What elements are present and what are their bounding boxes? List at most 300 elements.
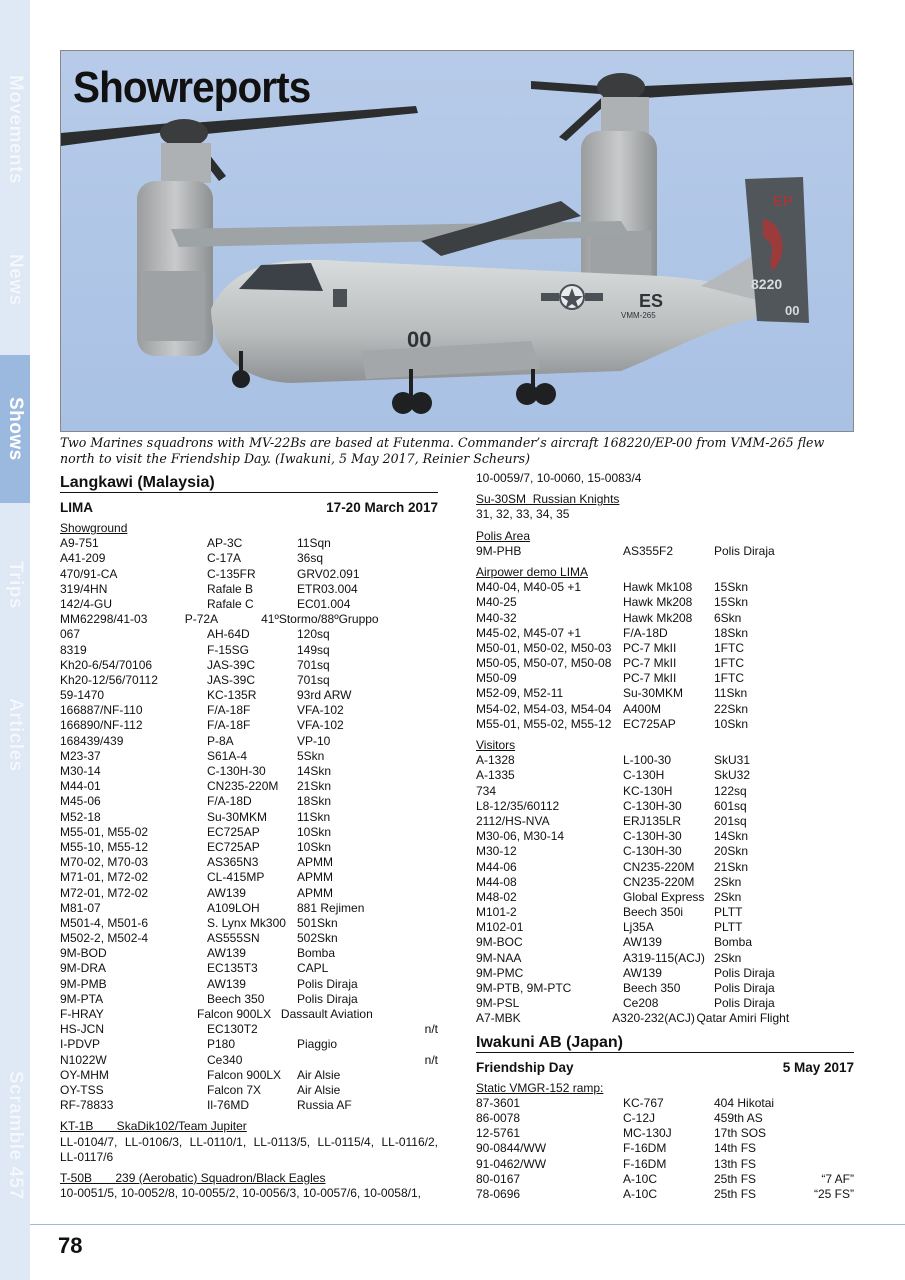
- type-cell: F-16DM: [623, 1141, 667, 1156]
- registration-cell: Kh20-6/54/70106: [60, 657, 153, 672]
- type-cell: A-10C: [623, 1171, 658, 1186]
- unit-cell: Air Alsie: [297, 1067, 341, 1082]
- page-title: Showreports: [73, 63, 311, 112]
- note-cell: [789, 1011, 854, 1026]
- registration-cell: M102-01: [476, 920, 524, 935]
- list-item: [60, 703, 438, 718]
- unit-cell: PLTT: [714, 920, 743, 935]
- list-item: [60, 1083, 438, 1098]
- list-item: [60, 597, 438, 612]
- note-cell: [368, 749, 438, 764]
- unit-cell: 21Skn: [714, 859, 749, 874]
- tab-movements[interactable]: [0, 60, 30, 200]
- static-list: [476, 1096, 854, 1202]
- registration-cell: M71-01, M72-02: [60, 870, 149, 885]
- tab-label: Shows: [5, 397, 26, 461]
- event-line-lima: [60, 497, 438, 519]
- registration-cell: A41-209: [60, 551, 106, 566]
- list-item: [476, 951, 854, 966]
- type-cell: JAS-39C: [207, 657, 256, 672]
- type-cell: Rafale C: [207, 596, 254, 611]
- type-cell: P180: [207, 1037, 236, 1052]
- subheading-su30: Su-30SM Russian Knights: [476, 492, 620, 507]
- list-item: [476, 981, 854, 996]
- registration-cell: M50-01, M50-02, M50-03: [476, 640, 612, 655]
- type-cell: CL-415MP: [207, 870, 265, 885]
- type-cell: EC135T3: [207, 961, 258, 976]
- registration-cell: A-1328: [476, 753, 515, 768]
- type-cell: Hawk Mk208: [623, 595, 693, 610]
- type-cell: JAS-39C: [207, 672, 256, 687]
- note-cell: [368, 658, 438, 673]
- type-cell: CN235-220M: [623, 859, 695, 874]
- list-item: [60, 734, 438, 749]
- note-cell: [368, 643, 438, 658]
- page-number: 78: [58, 1233, 83, 1258]
- list-item: [476, 702, 854, 717]
- event-date: 17-20 March 2017: [326, 500, 438, 515]
- unit-cell: 120sq: [297, 627, 330, 642]
- visitors-list: [476, 753, 854, 1026]
- type-cell: ERJ135LR: [623, 813, 682, 828]
- type-cell: C-17A: [207, 551, 242, 566]
- type-cell: Su-30MKM: [623, 686, 684, 701]
- type-cell: F/A-18F: [207, 703, 251, 718]
- type-cell: AW139: [623, 965, 662, 980]
- list-item: [476, 844, 854, 859]
- list-item: [476, 1111, 854, 1126]
- registration-cell: N1022W: [60, 1052, 107, 1067]
- note-cell: [368, 977, 438, 992]
- unit-cell: 201sq: [714, 813, 747, 828]
- list-item: [476, 875, 854, 890]
- registration-cell: 9M-PMC: [476, 965, 524, 980]
- registration-cell: 9M-BOD: [60, 946, 107, 961]
- registration-cell: M40-04, M40-05 +1: [476, 580, 582, 595]
- unit-cell: 10Skn: [297, 839, 332, 854]
- registration-cell: 59-1470: [60, 688, 105, 703]
- unit-cell: 2Skn: [714, 889, 742, 904]
- note-cell: [368, 673, 438, 688]
- unit-cell: 11Sqn: [297, 536, 331, 551]
- type-cell: Su-30MKM: [207, 809, 268, 824]
- type-cell: F/A-18D: [623, 625, 668, 640]
- unit-cell: 18Skn: [297, 794, 332, 809]
- note-cell: [784, 860, 854, 875]
- unit-cell: ETR03.004: [297, 581, 358, 596]
- list-item: [60, 643, 438, 658]
- registration-cell: 78-0696: [476, 1186, 521, 1201]
- note-cell: [784, 784, 854, 799]
- registration-cell: M23-37: [60, 748, 101, 763]
- type-cell: A109LOH: [207, 900, 260, 915]
- type-cell: C-130H-30: [623, 829, 682, 844]
- registration-cell: M501-4, M501-6: [60, 915, 149, 930]
- note-cell: [784, 702, 854, 717]
- unit-cell: 25th FS: [714, 1171, 757, 1186]
- note-cell: [368, 1037, 438, 1052]
- note-cell: [368, 597, 438, 612]
- note-cell: [379, 612, 438, 627]
- unit-cell: 41ºStormo/88ºGruppo: [261, 612, 379, 627]
- registration-cell: M101-2: [476, 905, 517, 920]
- list-item: [60, 931, 438, 946]
- note-cell: [373, 1007, 438, 1022]
- registration-cell: OY-MHM: [60, 1067, 109, 1082]
- registration-cell: 86-0078: [476, 1110, 521, 1125]
- type-cell: P-72A: [184, 612, 219, 627]
- registration-cell: M55-01, M55-02: [60, 824, 149, 839]
- unit-cell: 501Skn: [297, 915, 338, 930]
- type-cell: Falcon 900LX: [207, 1067, 282, 1082]
- section-heading-langkawi: Langkawi (Malaysia): [60, 473, 438, 493]
- note-cell: [368, 946, 438, 961]
- note-cell: [368, 551, 438, 566]
- list-item: [60, 582, 438, 597]
- type-cell: C-130H-30: [207, 764, 266, 778]
- registration-cell: M52-18: [60, 809, 101, 824]
- list-item: [476, 753, 854, 768]
- type-cell: Beech 350: [623, 981, 681, 996]
- unit-cell: Polis Diraja: [714, 543, 775, 558]
- unit-cell: 13th FS: [714, 1156, 757, 1171]
- registration-cell: M72-01, M72-02: [60, 885, 149, 900]
- subheading-showground: Showground: [60, 521, 128, 535]
- type-cell: AP-3C: [207, 536, 243, 551]
- tab-label: News: [5, 254, 26, 306]
- unit-cell: 14Skn: [297, 764, 332, 778]
- unit-cell: 93rd ARW: [297, 688, 352, 703]
- type-cell: AW139: [207, 976, 246, 991]
- note-cell: [784, 1111, 854, 1126]
- list-item: [476, 1187, 854, 1202]
- note-cell: [784, 686, 854, 701]
- unit-cell: 502Skn: [297, 931, 338, 946]
- registration-cell: 2112/HS-NVA: [476, 813, 550, 828]
- registration-cell: HS-JCN: [60, 1022, 104, 1037]
- unit-cell: 11Skn: [714, 686, 748, 701]
- note-cell: [368, 886, 438, 901]
- type-cell: Hawk Mk108: [623, 580, 693, 595]
- unit-cell: CAPL: [297, 961, 329, 976]
- list-item: [60, 779, 438, 794]
- registration-cell: M40-25: [476, 595, 517, 610]
- list-item: [60, 961, 438, 976]
- list-item: [60, 992, 438, 1007]
- type-cell: CN235-220M: [623, 874, 695, 889]
- registration-cell: A-1335: [476, 768, 515, 783]
- tab-scramble-issue[interactable]: [0, 1060, 30, 1210]
- unit-cell: 701sq: [297, 657, 330, 672]
- list-item: [60, 658, 438, 673]
- registration-cell: 166890/NF-112: [60, 718, 143, 733]
- section-heading-iwakuni: Iwakuni AB (Japan): [476, 1033, 854, 1053]
- note-cell: [368, 916, 438, 931]
- registration-cell: 9M-NAA: [476, 950, 522, 965]
- type-cell: S61A-4: [207, 748, 248, 763]
- note-cell: [784, 875, 854, 890]
- unit-cell: Dassault Aviation: [280, 1007, 373, 1021]
- registration-cell: 470/91-CA: [60, 566, 118, 581]
- type-cell: A400M: [623, 701, 662, 716]
- type-cell: Global Express: [623, 889, 705, 904]
- list-item: [476, 641, 854, 656]
- registration-cell: 80-0167: [476, 1171, 521, 1186]
- note-cell: [784, 1157, 854, 1172]
- type-cell: CN235-220M: [207, 779, 279, 794]
- left-column: [60, 473, 438, 1201]
- unit-cell: 17th SOS: [714, 1126, 767, 1141]
- note-cell: [784, 814, 854, 829]
- list-item: [476, 1011, 854, 1026]
- note-cell: [368, 688, 438, 703]
- unit-cell: 1FTC: [714, 640, 744, 655]
- footer-divider: [30, 1224, 905, 1225]
- list-item: [476, 1126, 854, 1141]
- unit-cell: 11Skn: [297, 809, 331, 824]
- note-cell: [784, 753, 854, 768]
- registration-cell: 9M-BOC: [476, 935, 523, 950]
- registration-cell: L8-12/35/60112: [476, 798, 560, 813]
- note-cell: [368, 992, 438, 1007]
- unit-cell: 459th AS: [714, 1110, 763, 1125]
- list-item: [60, 977, 438, 992]
- type-cell: Rafale B: [207, 581, 254, 596]
- list-item: [60, 749, 438, 764]
- unit-cell: 21Skn: [297, 779, 332, 794]
- type-cell: A-10C: [623, 1186, 658, 1201]
- unit-cell: GRV02.091: [297, 566, 360, 581]
- unit-cell: APMM: [297, 870, 333, 885]
- unit-cell: 149sq: [297, 642, 330, 657]
- registration-cell: M44-01: [60, 779, 101, 794]
- note-cell: [368, 703, 438, 718]
- note-cell: “7 AF”: [821, 1171, 854, 1186]
- polis-list: [476, 544, 854, 559]
- type-cell: Falcon 900LX: [197, 1007, 272, 1021]
- note-cell: [368, 779, 438, 794]
- type-cell: EC725AP: [207, 839, 260, 854]
- note-cell: [368, 901, 438, 916]
- tail-code-text: EP: [773, 193, 794, 210]
- list-item: [60, 794, 438, 809]
- list-item: [60, 840, 438, 855]
- note-cell: [368, 855, 438, 870]
- note-cell: [784, 996, 854, 1011]
- list-item: [60, 1053, 438, 1068]
- unit-cell: Polis Diraja: [714, 981, 775, 996]
- list-item: [476, 580, 854, 595]
- registration-cell: OY-TSS: [60, 1082, 104, 1097]
- list-item: [476, 905, 854, 920]
- registration-cell: 168439/439: [60, 733, 124, 748]
- type-cell: Hawk Mk208: [623, 610, 693, 625]
- note-cell: [368, 810, 438, 825]
- list-item: [60, 886, 438, 901]
- list-item: [476, 611, 854, 626]
- note-cell: [368, 582, 438, 597]
- list-item: [476, 768, 854, 783]
- list-item: [476, 595, 854, 610]
- note-cell: [368, 536, 438, 551]
- unit-cell: Bomba: [714, 935, 753, 950]
- unit-cell: 15Skn: [714, 595, 749, 610]
- squadron-text: VMM-265: [621, 311, 656, 320]
- note-cell: [368, 870, 438, 885]
- type-cell: Lj35A: [623, 920, 654, 935]
- note-cell: [784, 951, 854, 966]
- registration-cell: 734: [476, 783, 497, 798]
- tab-label: Articles: [5, 698, 26, 772]
- note-cell: [784, 1126, 854, 1141]
- registration-cell: 9M-PMB: [60, 976, 107, 991]
- event-line-friendship-day: [476, 1057, 854, 1079]
- note-cell: [784, 1141, 854, 1156]
- type-cell: KC-130H: [623, 783, 673, 798]
- type-cell: AS365N3: [207, 855, 259, 870]
- type-cell: C-130H: [623, 768, 665, 783]
- tab-shows[interactable]: [0, 355, 30, 503]
- event-name: Friendship Day: [476, 1059, 574, 1075]
- unit-cell: Polis Diraja: [714, 996, 775, 1011]
- unit-cell: 701sq: [297, 672, 330, 687]
- unit-cell: APMM: [297, 885, 333, 900]
- unit-cell: 15Skn: [714, 580, 749, 595]
- list-item: [476, 1172, 854, 1187]
- unit-cell: 36sq: [297, 551, 324, 566]
- airpower-list: [476, 580, 854, 732]
- registration-cell: M52-09, M52-11: [476, 686, 564, 701]
- registration-cell: M40-32: [476, 610, 517, 625]
- list-item: [60, 673, 438, 688]
- note-cell: [368, 718, 438, 733]
- subheading-visitors: Visitors: [476, 738, 516, 753]
- tab-label: Scramble 457: [5, 1070, 26, 1200]
- registration-cell: 9M-DRA: [60, 961, 107, 976]
- list-item: [476, 890, 854, 905]
- unit-cell: EC01.004: [297, 596, 351, 611]
- tab-trips[interactable]: [0, 545, 30, 625]
- note-cell: [368, 734, 438, 749]
- note-cell: [368, 961, 438, 976]
- showground-list: [60, 536, 438, 1113]
- note-cell: [368, 840, 438, 855]
- list-item: [60, 536, 438, 551]
- list-item: [476, 1141, 854, 1156]
- unit-cell: 14Skn: [714, 829, 749, 844]
- type-cell: KC-135R: [207, 688, 257, 703]
- list-item: [60, 627, 438, 642]
- t50b-serials: 10-0051/5, 10-0052/8, 10-0055/2, 10-0056/3, 10-0057/6, 10-0058/1,: [60, 1186, 421, 1201]
- note-cell: n/t: [424, 1052, 438, 1067]
- registration-cell: M55-01, M55-02, M55-12: [476, 716, 612, 731]
- registration-cell: 91-0462/WW: [476, 1156, 547, 1171]
- note-cell: [784, 981, 854, 996]
- type-cell: AW139: [623, 935, 662, 950]
- type-cell: F-15SG: [207, 642, 250, 657]
- registration-cell: M45-02, M45-07 +1: [476, 625, 582, 640]
- registration-cell: 067: [60, 627, 81, 642]
- registration-cell: M44-06: [476, 859, 517, 874]
- type-cell: PC-7 MkII: [623, 640, 677, 655]
- type-cell: C-130H-30: [623, 844, 682, 859]
- list-item: [60, 764, 438, 779]
- unit-cell: 1FTC: [714, 656, 744, 671]
- subheading-polis-area: Polis Area: [476, 528, 531, 543]
- list-item: [60, 1068, 438, 1083]
- tab-articles[interactable]: [0, 685, 30, 785]
- note-cell: [368, 627, 438, 642]
- note-cell: [784, 829, 854, 844]
- list-item: [476, 814, 854, 829]
- list-item: [476, 1157, 854, 1172]
- unit-cell: 10Skn: [714, 716, 749, 731]
- unit-cell: [297, 1022, 368, 1037]
- list-item: [60, 1098, 438, 1113]
- t50b-serials-continued: 10-0059/7, 10-0060, 15-0083/4: [476, 471, 642, 485]
- subheading-t50b: T-50B 239 (Aerobatic) Squadron/Black Eagles: [60, 1170, 326, 1185]
- list-item: [476, 966, 854, 981]
- registration-cell: 166887/NF-110: [60, 703, 143, 718]
- unit-cell: 20Skn: [714, 844, 749, 859]
- type-cell: C-135FR: [207, 566, 256, 581]
- list-item: [476, 544, 854, 559]
- unit-cell: SkU32: [714, 768, 751, 783]
- registration-cell: M81-07: [60, 900, 101, 915]
- unit-cell: 5Skn: [297, 748, 325, 763]
- list-item: [476, 671, 854, 686]
- nose-number: 00: [407, 327, 432, 352]
- kt1b-serials: LL-0104/7, LL-0106/3, LL-0110/1, LL-0113/5, LL-0115/4, LL-0116/2, LL-0117/6: [60, 1134, 438, 1164]
- list-item: [60, 870, 438, 885]
- type-cell: C-12J: [623, 1110, 656, 1125]
- tab-news[interactable]: [0, 235, 30, 325]
- type-cell: EC725AP: [207, 824, 260, 839]
- tail-serial-text: 8220: [751, 276, 783, 292]
- list-item: [60, 551, 438, 566]
- type-cell: MC-130J: [623, 1126, 672, 1141]
- note-cell: [784, 905, 854, 920]
- unit-cell: Polis Diraja: [714, 965, 775, 980]
- registration-cell: 90-0844/WW: [476, 1141, 547, 1156]
- list-item: [60, 916, 438, 931]
- header-photo: [60, 50, 854, 432]
- note-cell: [368, 567, 438, 582]
- unit-cell: 10Skn: [297, 824, 332, 839]
- list-item: [476, 829, 854, 844]
- list-item: [476, 1096, 854, 1111]
- note-cell: [784, 844, 854, 859]
- registration-cell: M45-06: [60, 794, 101, 809]
- type-cell: F/A-18D: [207, 794, 252, 809]
- list-item: [60, 1037, 438, 1052]
- subheading-kt1b: KT-1B SkaDik102/Team Jupiter: [60, 1119, 247, 1134]
- list-item: [60, 718, 438, 733]
- registration-cell: M50-09: [476, 671, 517, 686]
- registration-cell: M30-06, M30-14: [476, 829, 565, 844]
- subheading-static: Static VMGR-152 ramp:: [476, 1080, 604, 1095]
- note-cell: n/t: [424, 1022, 438, 1037]
- registration-cell: RF-78833: [60, 1098, 114, 1113]
- type-cell: Ce340: [207, 1052, 243, 1067]
- registration-cell: M55-10, M55-12: [60, 839, 149, 854]
- registration-cell: Kh20-12/56/70112: [60, 672, 158, 687]
- note-cell: [368, 1068, 438, 1083]
- type-cell: C-130H-30: [623, 798, 682, 813]
- unit-cell: 1FTC: [714, 671, 744, 686]
- note-cell: “25 FS”: [813, 1186, 854, 1201]
- note-cell: [784, 966, 854, 981]
